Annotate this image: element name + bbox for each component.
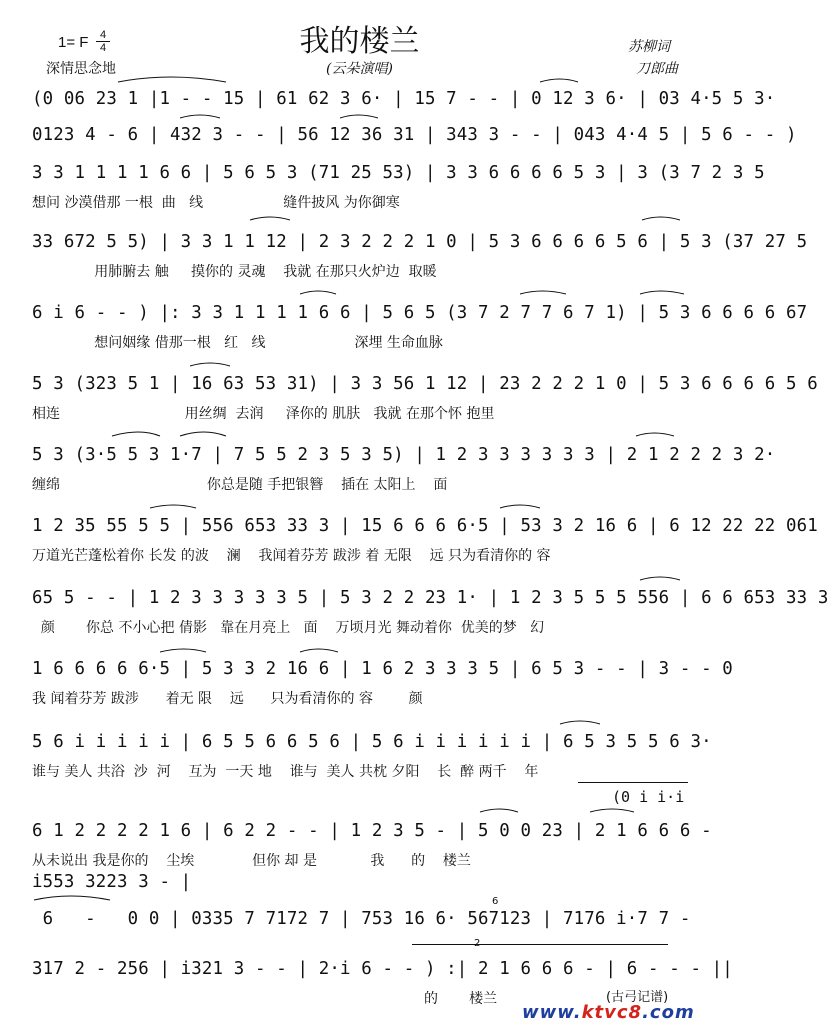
notation-line: 1 2 35 55 5 5 | 556 653 33 3 | 15 6 6 6 6·5 | 53 3 2 16 6 | 6 12 22 22 061 — [32, 516, 818, 536]
notation-line: 5 3 (3·5 5 3 1·7 | 7 5 5 2 3 5 3 5) | 1 2 3 3 3 3 3 3 | 2 1 2 2 2 3 2· — [32, 445, 776, 465]
slur-arc — [180, 115, 220, 118]
meter-bottom: 4 — [99, 42, 107, 54]
lyric-line: 相连 用丝绸 去润 泽你的 肌肤 我就 在那个怀 抱里 — [32, 406, 495, 422]
time-signature — [96, 30, 110, 53]
volta-bracket — [578, 782, 688, 783]
notation-line: 0123 4 - 6 | 432 3 - - | 56 12 36 31 | 343 3 - - | 043 4·4 5 | 5 6 - - ) — [32, 125, 797, 145]
slur-arc — [340, 115, 378, 118]
slur-arc — [640, 291, 684, 294]
expression-mark: 深情思念地 — [46, 61, 116, 77]
slur-arc — [190, 363, 230, 366]
lyric-line: 颜 你总 不小心把 倩影 靠在月亮上 面 万顷月光 舞动着你 优美的梦 幻 — [32, 620, 545, 636]
lyric-line: 想问姻缘 借那一根 红 线 深埋 生命血脉 — [32, 335, 443, 351]
notation-line: 6 1 2 2 2 2 1 6 | 6 2 2 - - | 1 2 3 5 - | 5 0 0 23 | 2 1 6 6 6 - — [32, 821, 712, 841]
song-title: 我的楼兰 — [299, 24, 420, 59]
tuplet-mark: 6 — [492, 896, 499, 907]
slur-arc — [540, 79, 578, 82]
lyricist-credit: 苏柳词 — [628, 39, 670, 55]
slur-arc — [560, 721, 600, 724]
lyric-line: 我 闻着芬芳 跋涉 着无 限 远 只为看清你的 容 颜 — [32, 691, 423, 707]
lyric-line: 想问 沙漠借那 一根 曲 线 缝件披风 为你御寒 — [32, 195, 400, 211]
composer-credit: 刀郎曲 — [636, 61, 678, 77]
watermark — [522, 1002, 695, 1023]
slur-arc — [520, 291, 566, 294]
notation-line: i553 3223 3 - | — [32, 872, 192, 892]
lyric-line: 谁与 美人 共浴 沙 河 互为 一天 地 谁与 美人 共枕 夕阳 长 醉 两千 年 — [32, 764, 539, 780]
slur-arc — [180, 432, 226, 436]
slur-arc — [34, 896, 110, 900]
notation-line: 317 2 - 256 | i321 3 - - | 2·i 6 - - ) :| 2 1 6 6 6 - | 6 - - - || — [32, 959, 733, 979]
slur-arc — [150, 505, 196, 508]
watermark-suffix: .com — [642, 1002, 695, 1023]
key-signature: 1= F — [58, 34, 89, 51]
slur-arc — [500, 505, 540, 508]
notation-line: 5 6 i i i i i | 6 5 5 6 6 5 6 | 5 6 i i i i i i | 6 5 3 5 5 6 3· — [32, 732, 712, 752]
lyric-line: 用肺腑去 触 摸你的 灵魂 我就 在那只火炉边 取暖 — [32, 264, 437, 280]
slur-arc — [300, 649, 338, 652]
lyric-line: 万道光芒蓬松着你 长发 的波 澜 我闻着芬芳 跋涉 着 无限 远 只为看清你的 容 — [32, 548, 551, 564]
slur-arc — [112, 432, 160, 436]
lyric-line: 从未说出 我是你的 尘埃 但你 却 是 我 的 楼兰 — [32, 853, 471, 869]
slur-arc — [160, 649, 206, 652]
notation-line: 65 5 - - | 1 2 3 3 3 3 3 5 | 5 3 2 2 23 1· | 1 2 3 5 5 5 556 | 6 6 653 33 3 — [32, 588, 829, 608]
notation-line: 6 i 6 - - ) |: 3 3 1 1 1 1 6 6 | 5 6 5 (3 7 2 7 7 6 7 1) | 5 3 6 6 6 6 67 — [32, 303, 808, 323]
tuplet-mark: 2 — [474, 938, 481, 949]
transcriber-credit: (古弓记谱) — [606, 990, 669, 1005]
watermark-domain: ktvc8 — [581, 1002, 643, 1023]
meter-top: 4 — [99, 29, 107, 41]
watermark-prefix: www. — [522, 1002, 582, 1023]
slur-arc — [640, 577, 680, 580]
slur-arc — [642, 217, 680, 220]
ending-lyric: 的 楼兰 — [424, 991, 498, 1007]
notation-line: 3 3 1 1 1 1 6 6 | 5 6 5 3 (71 25 53) | 3 3 6 6 6 6 5 3 | 3 (3 7 2 3 5 — [32, 163, 765, 183]
slur-arc — [636, 433, 674, 436]
performer-note: (云朵演唱) — [326, 61, 393, 77]
notation-line: 6 - 0 0 | 0335 7 7172 7 | 753 16 6· 567123 | 7176 i·7 7 - — [32, 909, 691, 929]
pickup-notes: (0 i i·i — [612, 788, 685, 806]
notation-line: 5 3 (323 5 1 | 16 63 53 31) | 3 3 56 1 12 | 23 2 2 2 1 0 | 5 3 6 6 6 6 5 6 — [32, 374, 818, 394]
slur-arc — [480, 809, 518, 812]
slur-arc — [300, 291, 336, 294]
slur-arc — [590, 809, 634, 812]
volta-bracket — [412, 944, 668, 945]
notation-line: (0 06 23 1 |1 - - 15 | 61 62 3 6· | 15 7 - - | 0 12 3 6· | 03 4·5 5 3· — [32, 89, 776, 109]
lyric-line: 缠绵 你总是随 手把银簪 插在 太阳上 面 — [32, 477, 448, 493]
slur-arc — [250, 217, 290, 220]
notation-line: 33 672 5 5) | 3 3 1 1 12 | 2 3 2 2 2 1 0 | 5 3 6 6 6 6 5 6 | 5 3 (37 27 5 — [32, 232, 808, 252]
notation-line: 1 6 6 6 6 6·5 | 5 3 3 2 16 6 | 1 6 2 3 3 3 5 | 6 5 3 - - | 3 - - 0 — [32, 659, 733, 679]
